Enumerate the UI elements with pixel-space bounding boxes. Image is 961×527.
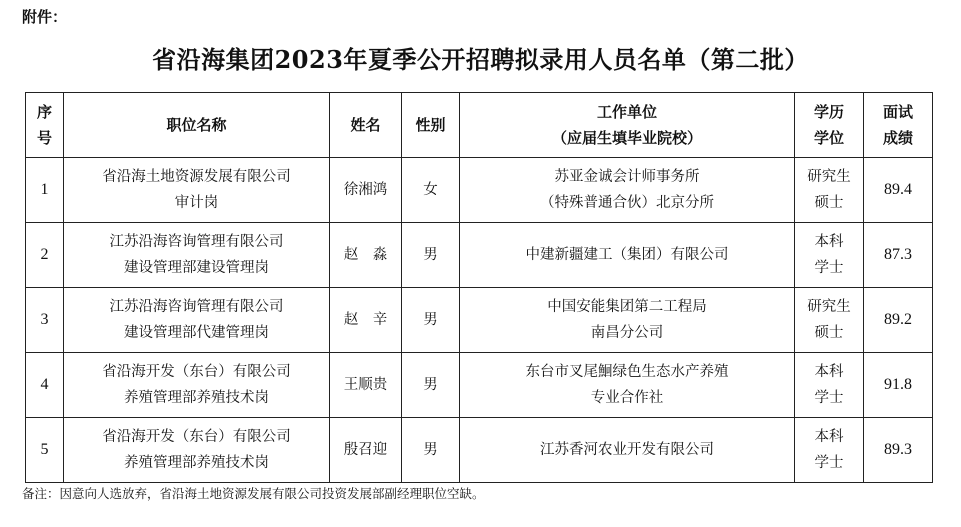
- row-education: 研究生 硕士: [795, 288, 864, 353]
- row-gender: 男: [402, 288, 460, 353]
- row-gender: 男: [402, 418, 460, 483]
- row-position: 省沿海开发（东台）有限公司 养殖管理部养殖技术岗: [64, 418, 330, 483]
- header-score: 面试 成绩: [864, 93, 933, 158]
- header-employer: 工作单位 （应届生填毕业院校）: [460, 93, 795, 158]
- row-index: 2: [26, 223, 64, 288]
- row-name: 赵 辛: [330, 288, 402, 353]
- row-score: 89.4: [864, 158, 933, 223]
- table-row: [26, 223, 933, 288]
- header-education: 学历 学位: [795, 93, 864, 158]
- header-name: 姓名: [330, 93, 402, 158]
- row-position: 省沿海土地资源发展有限公司 审计岗: [64, 158, 330, 223]
- row-name: 王顺贵: [330, 353, 402, 418]
- row-employer: 苏亚金诚会计师事务所 （特殊普通合伙）北京分所: [460, 158, 795, 223]
- row-employer: 中建新疆建工（集团）有限公司: [460, 223, 795, 288]
- row-employer: 中国安能集团第二工程局 南昌分公司: [460, 288, 795, 353]
- table-row: [26, 158, 933, 223]
- row-name: 殷召迎: [330, 418, 402, 483]
- row-index: 3: [26, 288, 64, 353]
- attachment-label: 附件：: [22, 8, 68, 26]
- row-employer: 东台市叉尾鮰绿色生态水产养殖 专业合作社: [460, 353, 795, 418]
- row-score: 89.2: [864, 288, 933, 353]
- row-education: 研究生 硕士: [795, 158, 864, 223]
- row-score: 89.3: [864, 418, 933, 483]
- table-row: [26, 288, 933, 353]
- row-position: 省沿海开发（东台）有限公司 养殖管理部养殖技术岗: [64, 353, 330, 418]
- row-name: 赵 淼: [330, 223, 402, 288]
- table-row: [26, 418, 933, 483]
- footnote: 备注：因意向人选放弃，省沿海土地资源发展有限公司投资发展部副经理职位空缺。: [22, 486, 485, 501]
- row-score: 91.8: [864, 353, 933, 418]
- row-name: 徐湘鸿: [330, 158, 402, 223]
- row-education: 本科 学士: [795, 418, 864, 483]
- header-index: 序 号: [26, 93, 64, 158]
- header-row: [26, 93, 933, 158]
- row-employer: 江苏香河农业开发有限公司: [460, 418, 795, 483]
- row-index: 1: [26, 158, 64, 223]
- row-score: 87.3: [864, 223, 933, 288]
- row-gender: 女: [402, 158, 460, 223]
- row-gender: 男: [402, 353, 460, 418]
- header-gender: 性别: [402, 93, 460, 158]
- page-title: 省沿海集团2023年夏季公开招聘拟录用人员名单（第二批）: [152, 45, 809, 74]
- table-row: [26, 353, 933, 418]
- row-position: 江苏沿海咨询管理有限公司 建设管理部建设管理岗: [64, 223, 330, 288]
- header-position: 职位名称: [64, 93, 330, 158]
- row-gender: 男: [402, 223, 460, 288]
- row-position: 江苏沿海咨询管理有限公司 建设管理部代建管理岗: [64, 288, 330, 353]
- row-index: 5: [26, 418, 64, 483]
- candidate-table: [25, 92, 933, 483]
- row-education: 本科 学士: [795, 353, 864, 418]
- row-education: 本科 学士: [795, 223, 864, 288]
- row-index: 4: [26, 353, 64, 418]
